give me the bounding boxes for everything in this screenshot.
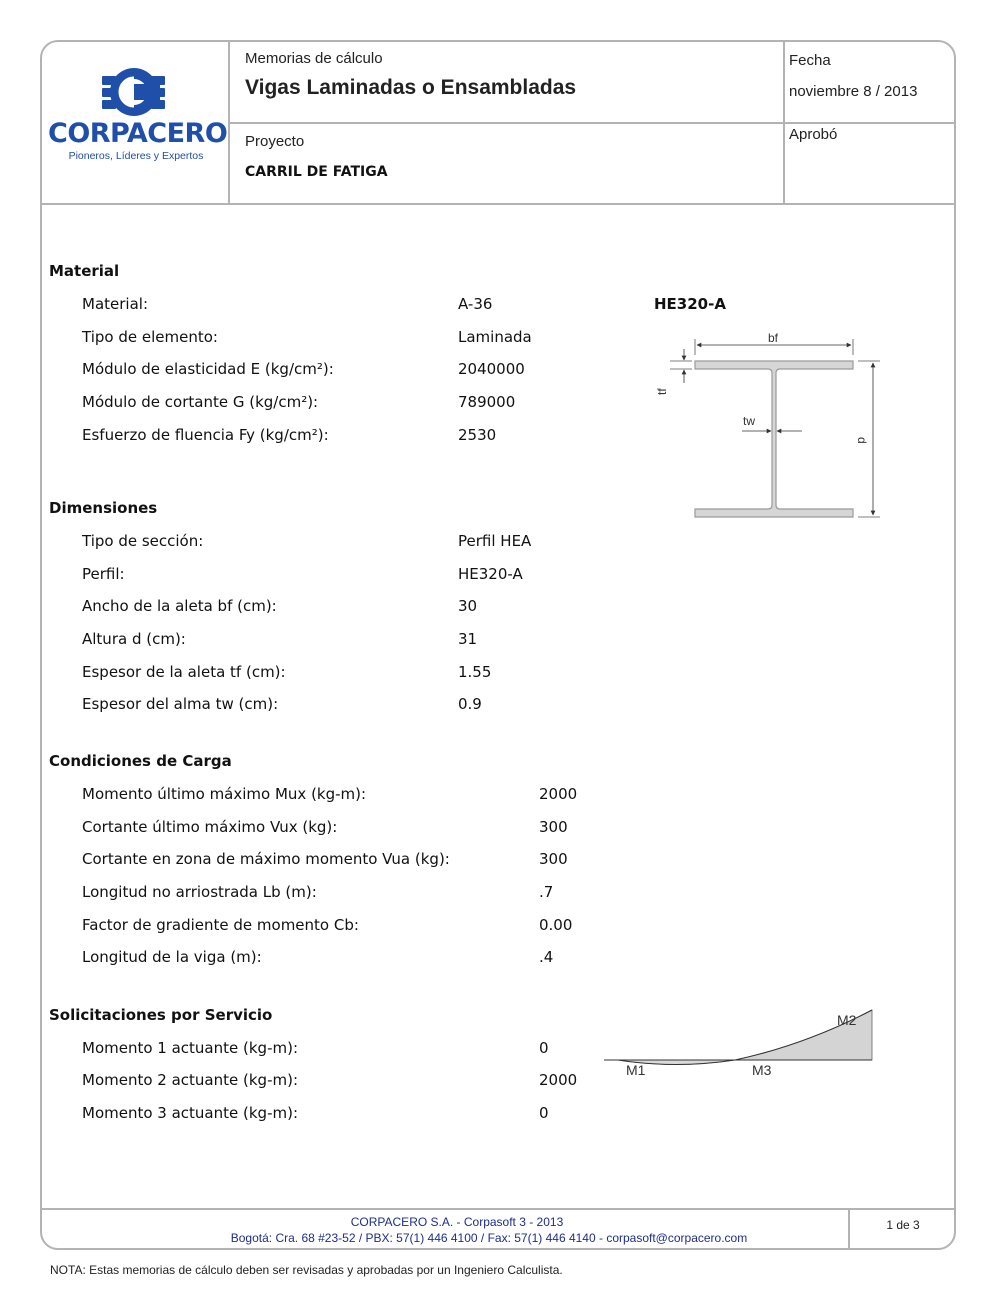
row-label: Esfuerzo de fluencia Fy (kg/cm²): <box>82 426 329 444</box>
label-m1: M1 <box>626 1062 646 1078</box>
row-label: Ancho de la aleta bf (cm): <box>82 597 277 615</box>
footer-top-line <box>41 1208 955 1210</box>
row-value: 0.00 <box>539 916 573 934</box>
row-label: Material: <box>82 295 148 313</box>
doc-title: Vigas Laminadas o Ensambladas <box>245 76 577 99</box>
note-text: NOTA: Estas memorias de cálculo deben ser revisadas y aprobadas por un Ingeniero Calculista. <box>50 1263 563 1277</box>
label-m2: M2 <box>837 1012 857 1028</box>
section-title-servicio: Solicitaciones por Servicio <box>49 1006 273 1024</box>
footer-line-1: CORPACERO S.A. - Corpasoft 3 - 2013 <box>350 1215 564 1229</box>
row-value: .4 <box>539 948 554 966</box>
row-value: 0 <box>539 1104 549 1122</box>
logo-tagline: Pioneros, Líderes y Expertos <box>68 150 204 162</box>
section-title-material: Material <box>49 262 120 280</box>
moment-diagram <box>600 1005 880 1085</box>
label-bf: bf <box>768 331 779 345</box>
label-tw: tw <box>743 414 755 428</box>
row-value: 1.55 <box>458 663 492 681</box>
row-value: 2040000 <box>458 360 525 378</box>
section-title-carga: Condiciones de Carga <box>49 752 232 770</box>
row-value: 30 <box>458 597 478 615</box>
row-label: Tipo de sección: <box>82 532 204 550</box>
label-m3: M3 <box>752 1062 772 1078</box>
row-value: 300 <box>539 818 568 836</box>
row-value: 0.9 <box>458 695 482 713</box>
label-tf: tf <box>655 388 669 395</box>
row-label: Longitud no arriostrada Lb (m): <box>82 883 317 901</box>
row-value: .7 <box>539 883 554 901</box>
profile-title: HE320-A <box>654 295 726 313</box>
row-label: Módulo de elasticidad E (kg/cm²): <box>82 360 334 378</box>
row-label: Longitud de la viga (m): <box>82 948 262 966</box>
row-value: 2530 <box>458 426 497 444</box>
approved-label: Aprobó <box>789 126 838 143</box>
row-value: Perfil HEA <box>458 532 532 550</box>
row-label: Momento 3 actuante (kg-m): <box>82 1104 298 1122</box>
logo-brand: CORPACERO <box>48 118 228 149</box>
row-label: Tipo de elemento: <box>82 328 218 346</box>
row-label: Cortante en zona de máximo momento Vua (kg): <box>82 850 450 868</box>
date-value: noviembre 8 / 2013 <box>789 83 918 100</box>
row-label: Cortante último máximo Vux (kg): <box>82 818 338 836</box>
row-value: 300 <box>539 850 568 868</box>
header-bottom-line <box>41 203 955 205</box>
project-name: CARRIL DE FATIGA <box>245 164 388 180</box>
row-value: 2000 <box>539 1071 578 1089</box>
company-logo <box>48 64 228 168</box>
row-value: 789000 <box>458 393 516 411</box>
row-value: A-36 <box>458 295 493 313</box>
page-number: 1 de 3 <box>886 1218 920 1232</box>
row-value: 0 <box>539 1039 549 1057</box>
row-label: Momento 1 actuante (kg-m): <box>82 1039 298 1057</box>
row-label: Altura d (cm): <box>82 630 186 648</box>
label-d: d <box>855 437 869 444</box>
row-label: Espesor del alma tw (cm): <box>82 695 279 713</box>
row-value: Laminada <box>458 328 532 346</box>
row-label: Espesor de la aleta tf (cm): <box>82 663 286 681</box>
row-value: 31 <box>458 630 478 648</box>
row-label: Momento último máximo Mux (kg-m): <box>82 785 367 803</box>
row-label: Factor de gradiente de momento Cb: <box>82 916 359 934</box>
row-value: HE320-A <box>458 565 523 583</box>
row-label: Perfil: <box>82 565 125 583</box>
footer-line-2: Bogotá: Cra. 68 #23-52 / PBX: 57(1) 446 4100 / Fax: 57(1) 446 4140 - corpasoft@corpacero.com <box>230 1231 748 1245</box>
row-label: Momento 2 actuante (kg-m): <box>82 1071 298 1089</box>
header-divider-middle <box>229 122 955 124</box>
i-beam-section-diagram <box>640 325 900 530</box>
date-label: Fecha <box>789 52 831 69</box>
row-value: 2000 <box>539 785 578 803</box>
doc-type: Memorias de cálculo <box>245 50 383 67</box>
project-label: Proyecto <box>245 133 305 150</box>
section-title-dimensiones: Dimensiones <box>49 499 158 517</box>
row-label: Módulo de cortante G (kg/cm²): <box>82 393 319 411</box>
